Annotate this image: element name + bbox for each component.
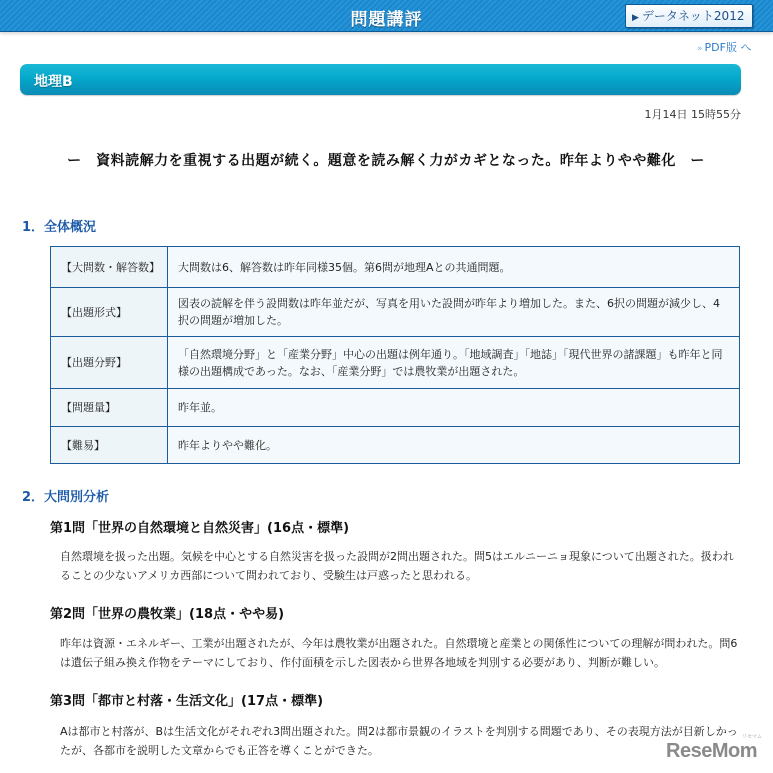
table-row	[51, 247, 740, 288]
question-1-body: 自然環境を扱った出題。気候を中心とする自然災害を扱った設問が2問出題された。問5はエルニーニョ現象について出題された。扱われることの少ないアメリカ西部について問われており、受験生は戸惑ったと思われる。	[60, 550, 734, 582]
pdf-link-label: PDF版 へ	[704, 41, 752, 54]
row-value: 図表の読解を伴う設問数は昨年並だが、写真を用いた設問が昨年より増加した。また、6択の問題が減少し、4択の問題が増加した。	[168, 288, 740, 337]
row-key: 【出題分野】	[51, 337, 168, 389]
row-key: 【出題形式】	[51, 288, 168, 337]
datanet-2012-button[interactable]	[625, 4, 753, 28]
section-heading-analysis: 2．大問別分析	[22, 490, 110, 505]
row-key: 【難易】	[51, 427, 168, 464]
double-chevron-icon: »	[697, 44, 703, 54]
section-heading-overview: 1．全体概況	[22, 220, 97, 235]
row-value: 昨年よりやや難化。	[168, 427, 740, 464]
subject-header-bar	[20, 64, 741, 95]
table-row	[51, 288, 740, 337]
row-value: 昨年並。	[168, 389, 740, 427]
datanet-button-label: データネット2012	[641, 9, 745, 23]
top-banner	[0, 0, 773, 32]
question-3-title: 第3問「都市と村落・生活文化」(17点・標準)	[50, 694, 324, 709]
pdf-version-link[interactable]	[697, 39, 751, 55]
table-row	[51, 427, 740, 464]
resemom-logo-ruby: リセマム	[742, 734, 762, 740]
subject-label: 地理B	[34, 74, 73, 90]
play-triangle-icon: ▶	[632, 13, 639, 23]
question-3-body: Aは都市と村落が、Bは生活文化がそれぞれ3問出題された。問2は都市景観のイラストを判別する問題であり、その表現方法が目新しかったが、各都市を説明した文章からでも正答を導くことができた。	[60, 725, 738, 757]
row-key: 【大問数・解答数】	[51, 247, 168, 288]
question-1-title: 第1問「世界の自然環境と自然災害」(16点・標準)	[50, 521, 350, 536]
question-2-title: 第2問「世界の農牧業」(18点・やや易)	[50, 607, 285, 622]
question-2-body: 昨年は資源・エネルギー、工業が出題されたが、今年は農牧業が出題された。自然環境と産業との関係性についての理解が問われた。問6は遺伝子組み換え作物をテーマにしており、作付面積を示した図表から世界各地域を判別する必要があり、判断が難しい。	[60, 637, 738, 669]
row-key: 【問題量】	[51, 389, 168, 427]
row-value: 「自然環境分野」と「産業分野」中心の出題は例年通り。「地域調査」「地誌」「現代世界の諸課題」も昨年と同様の出題構成であった。なお、「産業分野」では農牧業が出題された。	[168, 337, 740, 389]
overview-table	[50, 246, 740, 464]
lead-headline: ー 資料読解力を重視する出題が続く。題意を読み解く力がカギとなった。昨年よりやや難化 ー	[67, 153, 705, 169]
table-row	[51, 389, 740, 427]
row-value: 大問数は6、解答数は昨年同様35個。第6問が地理Aとの共通問題。	[168, 247, 740, 288]
timestamp: 1月14日 15時55分	[644, 108, 741, 121]
table-row	[51, 337, 740, 389]
page-title: 問題講評	[350, 10, 423, 30]
resemom-logo: ReseMom	[666, 740, 757, 762]
